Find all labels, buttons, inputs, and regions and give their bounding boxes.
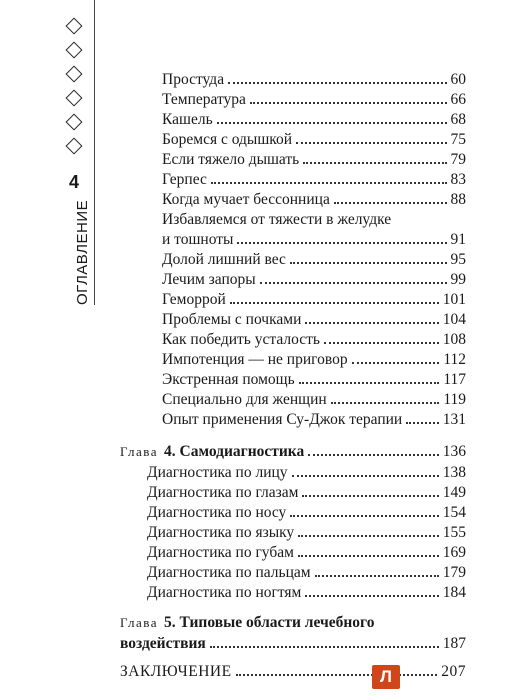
toc-entry-title: Долой лишний вес [162,250,290,270]
toc-entry-page: 179 [442,564,466,581]
toc-entry[interactable] [162,230,466,250]
page-number: 4 [68,172,79,192]
dot-leader [302,495,438,497]
toc-entry[interactable] [147,543,466,563]
toc-entry[interactable] [162,190,466,210]
toc-entry[interactable] [162,250,466,270]
toc-entry[interactable] [162,170,466,190]
toc-entry[interactable] [162,290,466,310]
toc-entry-title: Специально для женщин [162,390,331,410]
toc-entry[interactable] [162,390,466,410]
dot-leader [305,595,438,597]
toc-entry-page: 101 [442,291,466,308]
toc-entry-title: Диагностика по губам [147,543,298,563]
toc-entry-page: 66 [450,91,466,108]
diamond-ornament [64,20,84,164]
toc-entry-page: 119 [443,391,466,408]
toc-entry[interactable] [162,410,466,430]
toc-entry-title: Импотенция — не приговор [162,350,352,370]
dot-leader [352,362,440,364]
toc-conclusion[interactable] [120,662,466,682]
toc-entry-page: 138 [442,464,466,481]
toc-chapter-5[interactable] [120,634,466,654]
toc-entry-title: Опыт применения Су-Джок терапии [162,410,406,430]
running-head [74,195,91,305]
toc-entry-title: Диагностика по пальцам [147,563,315,583]
toc-entry-page: 95 [450,251,466,268]
toc-chapter-title: воздействия [120,634,210,654]
toc-entry-title: и тошноты [162,230,237,250]
toc-entry-title: Диагностика по глазам [147,483,302,503]
dot-leader [236,674,438,676]
toc-entry-page: 112 [443,351,466,368]
toc-entry-title: Геморрой [162,290,230,310]
dot-leader [298,555,439,557]
toc-entry-page: 91 [450,231,466,248]
toc-chapter-4[interactable] [120,442,466,462]
toc-entry-title: Кашель [162,110,217,130]
dot-leader [211,182,447,184]
diamond-icon [66,42,83,59]
toc-entry-title: Избавляемся от тяжести в желудке [162,210,395,230]
dot-leader [315,575,439,577]
toc-chapter-title [120,442,308,462]
chapter-name: 5. Типовые области лечебного [164,614,375,631]
dot-leader [250,102,447,104]
diamond-icon [66,138,83,155]
toc-entry[interactable] [162,310,466,330]
toc-entry-title: Когда мучает бессонница [162,190,334,210]
toc-entry-title: Герпес [162,170,211,190]
toc-entry-page: 184 [442,584,466,601]
dot-leader [260,282,447,284]
toc-entry-title: Если тяжело дышать [162,150,303,170]
publisher-logo [372,665,400,689]
toc-entry-title: Диагностика по ногтям [147,583,305,603]
toc-entry-line1[interactable] [162,210,466,230]
dot-leader [324,342,439,344]
toc-entry-title: Диагностика по носу [147,503,290,523]
toc-entry-page: 155 [442,524,466,541]
toc-entry-title: Простуда [162,70,228,90]
toc-entry[interactable] [162,110,466,130]
toc-entry-title: Экстренная помощь [162,370,299,390]
dot-leader [217,122,447,124]
margin-rule [94,0,95,305]
running-head-text: ОГЛАВЛЕНИЕ [74,199,91,305]
toc-entry-page: 88 [450,191,466,208]
toc-entry-title: ЗАКЛЮЧЕНИЕ [120,662,236,682]
toc-entry-title: Проблемы с почками [162,310,305,330]
toc-entry-page: 154 [442,504,466,521]
dot-leader [296,142,446,144]
dot-leader [210,646,439,648]
dot-leader [292,475,439,477]
toc-entry-page: 108 [442,331,466,348]
toc-entry-page: 131 [442,411,466,428]
toc-entry[interactable] [147,503,466,523]
dot-leader [290,515,438,517]
toc-entry[interactable] [147,583,466,603]
toc-entry[interactable] [147,483,466,503]
diamond-icon [66,114,83,131]
toc-entry[interactable] [147,523,466,543]
dot-leader [303,162,446,164]
toc-chapter-page: 136 [442,443,466,460]
toc-entry-page: 104 [442,311,466,328]
toc-entry-page: 68 [450,111,466,128]
toc-entry[interactable] [147,563,466,583]
dot-leader [305,322,438,324]
toc-entry[interactable] [162,90,466,110]
logo-letter: Л [380,667,392,686]
dot-leader [237,242,446,244]
chapter-label: Глава [120,444,159,459]
toc-entry-title: Диагностика по лицу [147,463,292,483]
toc-chapter-title [120,613,378,633]
toc-entry-title: Температура [162,90,250,110]
dot-leader [290,262,447,264]
toc-entry-page: 83 [450,171,466,188]
toc-chapter-5-line1[interactable] [120,613,466,633]
toc-entry-title: Боремся с одышкой [162,130,296,150]
chapter-name: 4. Самодиагностика [164,443,305,460]
dot-leader [230,302,439,304]
dot-leader [228,82,446,84]
dot-leader [331,402,440,404]
toc-entry-page: 99 [450,271,466,288]
toc-entry[interactable] [162,270,466,290]
dot-leader [406,422,439,424]
toc-entry-page: 60 [450,71,466,88]
toc-entry-title: Как победить усталость [162,330,324,350]
toc-entry[interactable] [147,463,466,483]
toc-entry-page: 207 [441,663,466,680]
toc-chapter-page: 187 [442,635,466,652]
toc-entry-page: 75 [450,131,466,148]
dot-leader [308,454,438,456]
toc-entry-page: 79 [450,151,466,168]
toc-entry-page: 169 [442,544,466,561]
toc-entry[interactable] [162,150,466,170]
dot-leader [334,202,447,204]
toc-entry-page: 149 [442,484,466,501]
diamond-icon [66,90,83,107]
toc-entry[interactable] [162,370,466,390]
toc-entry[interactable] [162,70,466,90]
dot-leader [298,535,439,537]
toc-entry[interactable] [162,130,466,150]
toc-entry[interactable] [162,330,466,350]
toc-entry[interactable] [162,350,466,370]
diamond-icon [66,18,83,35]
toc-entry-title: Лечим запоры [162,270,260,290]
toc-entry-page: 117 [443,371,466,388]
dot-leader [299,382,440,384]
toc-entry-title: Диагностика по языку [147,523,298,543]
diamond-icon [66,66,83,83]
chapter-label: Глава [120,615,159,630]
